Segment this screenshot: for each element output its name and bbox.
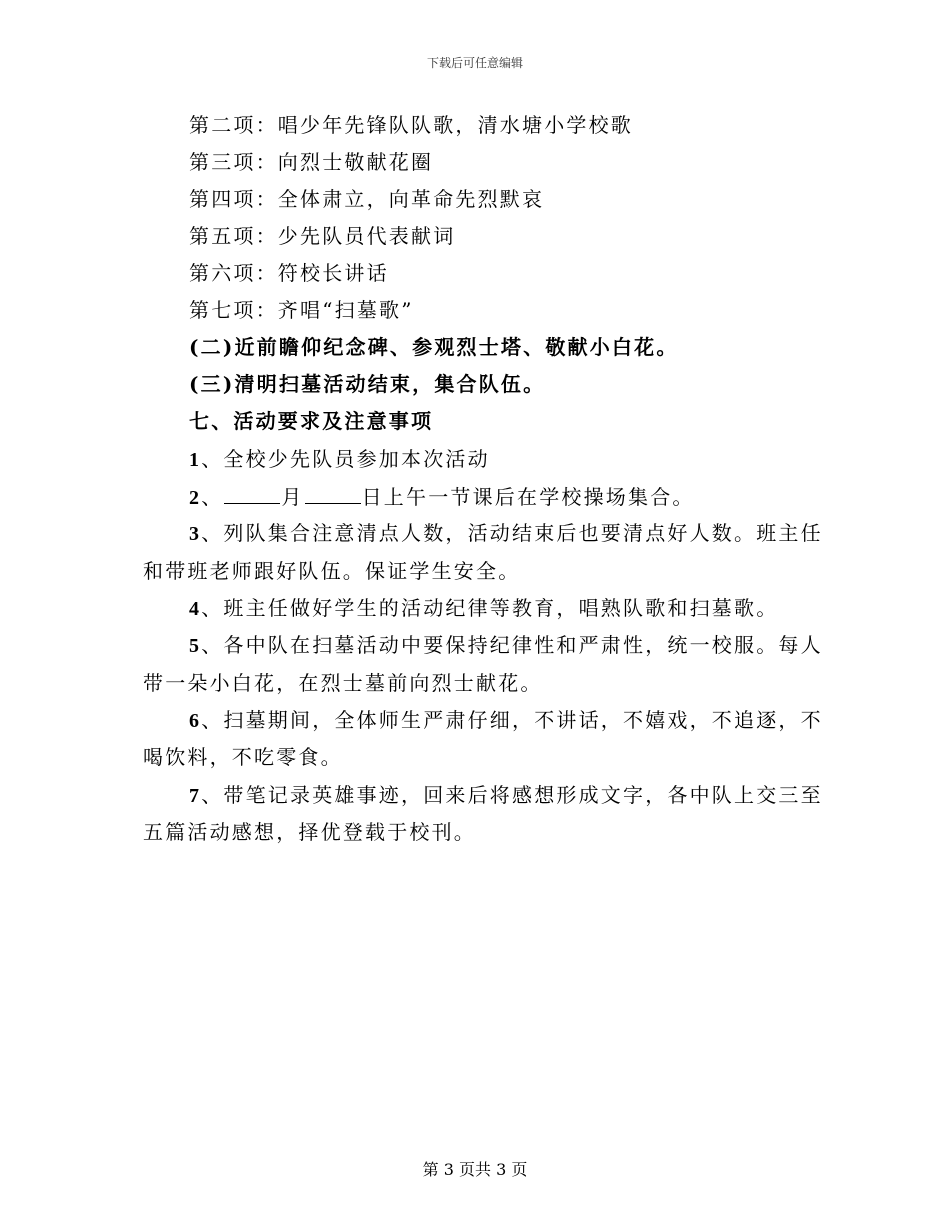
section-heading-seven: 七、活动要求及注意事项 (189, 409, 434, 433)
requirement-number: 2 (189, 487, 202, 509)
requirement-text-pre: 、 (201, 485, 224, 509)
requirement-text: 、各中队在扫墓活动中要保持纪律性和严肃性，统一校服。每人 (201, 633, 823, 657)
requirement-7-continued: 五篇活动感想，择优登载于校刊。 (143, 820, 476, 844)
requirement-4 (189, 595, 778, 622)
requirement-6 (189, 707, 823, 734)
agenda-item-4: 第四项：全体肃立，向革命先烈默哀 (189, 187, 545, 211)
agenda-item-3: 第三项：向烈士敬献花圈 (189, 150, 434, 174)
requirement-5-continued: 带一朵小白花，在烈士墓前向烈士献花。 (143, 671, 543, 695)
requirement-text: 、班主任做好学生的活动纪律等教育，唱熟队歌和扫墓歌。 (201, 596, 779, 620)
month-label: 月 (281, 485, 304, 509)
agenda-item-6: 第六项：符校长讲话 (189, 261, 389, 285)
agenda-item-7: 第七项：齐唱“扫墓歌” (189, 298, 414, 322)
requirement-text: 、列队集合注意清点人数，活动结束后也要清点好人数。班主任 (201, 521, 823, 545)
requirement-number: 5 (189, 635, 202, 657)
requirement-number: 4 (189, 598, 202, 620)
section-three: (三)清明扫墓活动结束，集合队伍。 (189, 372, 546, 396)
requirement-text: 、全校少先队员参加本次活动 (201, 447, 490, 471)
requirement-text: 、扫墓期间，全体师生严肃仔细，不讲话，不嬉戏，不追逐，不 (201, 708, 823, 732)
requirement-number: 3 (189, 523, 202, 545)
month-blank (224, 483, 280, 504)
requirement-number: 1 (189, 449, 202, 471)
section-two: (二)近前瞻仰纪念碑、参观烈士塔、敬献小白花。 (189, 335, 679, 359)
requirement-1 (189, 446, 490, 473)
requirement-text-post: 日上午一节课后在学校操场集合。 (361, 485, 695, 509)
requirement-text: 、带笔记录英雄事迹，回来后将感想形成文字，各中队上交三至 (201, 783, 823, 807)
page-footer: 第 3 页共 3 页 (422, 1160, 528, 1179)
agenda-item-5: 第五项：少先队员代表献词 (189, 224, 456, 248)
requirement-number: 7 (189, 785, 202, 807)
requirement-3-continued: 和带班老师跟好队伍。保证学生安全。 (143, 559, 521, 583)
requirement-7 (189, 782, 823, 809)
requirement-3 (189, 520, 823, 547)
requirement-number: 6 (189, 710, 202, 732)
day-blank (305, 483, 361, 504)
page-header: 下载后可任意编辑 (426, 56, 523, 70)
requirement-2 (189, 483, 695, 511)
requirement-5 (189, 632, 823, 659)
agenda-item-2: 第二项：唱少年先锋队队歌，清水塘小学校歌 (189, 113, 633, 137)
requirement-6-continued: 喝饮料，不吃零食。 (143, 745, 343, 769)
